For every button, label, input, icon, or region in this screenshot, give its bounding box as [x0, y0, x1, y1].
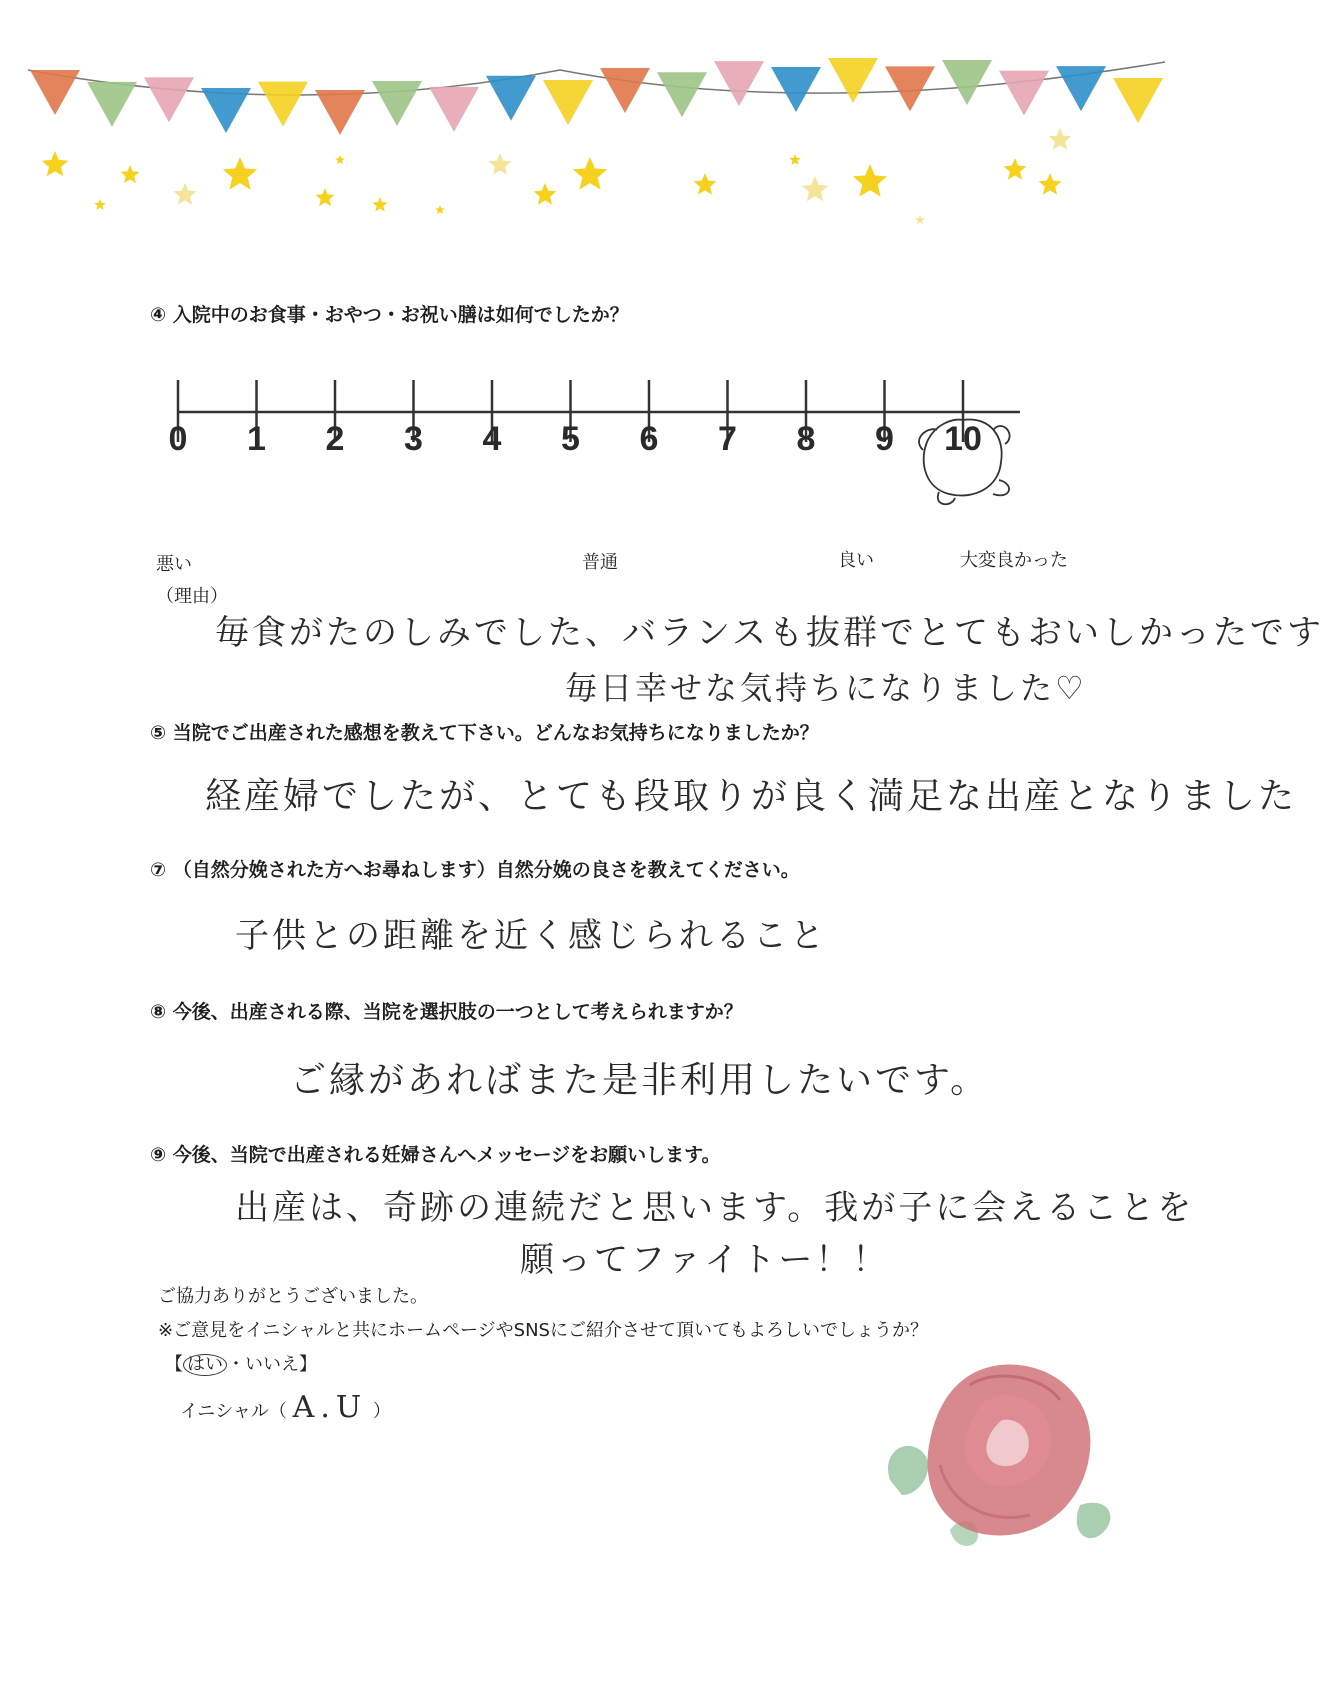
- star-icon: [121, 165, 140, 183]
- scale-number-2: 2: [325, 420, 345, 458]
- scale-number-5: 5: [561, 420, 580, 458]
- bunting-flag: [771, 67, 821, 112]
- bunting-flag: [885, 66, 935, 111]
- scale-number-7: 7: [718, 420, 737, 458]
- star-icon: [372, 197, 387, 212]
- consent-choice: [165, 1350, 317, 1376]
- scale-number-8: 8: [796, 420, 816, 458]
- bunting-flag: [372, 81, 422, 126]
- bunting-flag: [87, 82, 137, 127]
- star-icon: [534, 183, 557, 205]
- bunting-flag: [600, 68, 650, 113]
- label-bad: 悪い: [156, 554, 192, 575]
- star-icon: [789, 154, 800, 165]
- rating-scale: [150, 370, 1050, 530]
- q8-answer: ご縁があればまた是非利用したいです。: [290, 1060, 990, 1101]
- star-icon: [335, 155, 345, 164]
- q5-answer: 経産婦でしたが、とても段取りが良く満足な出産となりました: [205, 776, 1298, 817]
- scale-number-4: 4: [482, 420, 502, 458]
- bunting-flag: [315, 90, 365, 135]
- star-icon: [1004, 158, 1027, 180]
- bunting-flag: [942, 60, 992, 105]
- star-icon: [853, 164, 887, 197]
- star-icon: [489, 153, 512, 175]
- scale-number-1: 1: [247, 420, 266, 458]
- rose-illustration: [880, 1355, 1120, 1565]
- stars-decoration: [42, 128, 1072, 224]
- bracket-close: 】: [299, 1354, 317, 1375]
- q9-answer-line-2: 願ってファイトー！！: [520, 1240, 890, 1280]
- initial-label: イニシャル（: [180, 1401, 287, 1422]
- bunting-flag: [1113, 78, 1163, 123]
- star-icon: [435, 205, 445, 214]
- bracket-open: 【: [165, 1354, 183, 1375]
- question-5-title: ⑤ 当院でご出産された感想を教えて下さい。どんなお気持ちになりましたか？: [150, 722, 819, 744]
- scale-number-9: 9: [875, 420, 894, 458]
- leaf-left-icon: [888, 1446, 928, 1495]
- bunting-flags: [30, 58, 1163, 135]
- star-icon: [1039, 173, 1062, 195]
- star-icon: [316, 188, 335, 206]
- bunting-flag: [258, 82, 308, 127]
- label-normal: 普通: [582, 552, 618, 573]
- star-icon: [694, 173, 717, 195]
- star-icon: [42, 151, 69, 176]
- bunting-flag: [828, 58, 878, 103]
- star-icon: [1049, 128, 1072, 150]
- label-very-good: 大変良かった: [960, 550, 1068, 571]
- bunting-flag: [486, 76, 536, 121]
- bunting-flag: [30, 70, 80, 115]
- bunting-flag: [429, 87, 479, 132]
- initial-close: ）: [372, 1401, 391, 1422]
- reason-label: （理由）: [156, 586, 228, 607]
- bunting-flag: [144, 77, 194, 122]
- question-8-title: ⑧ 今後、出産される際、当院を選択肢の一つとして考えられますか？: [150, 1001, 743, 1023]
- q4-answer-line-2: 毎日幸せな気持ちになりました♡: [565, 669, 1087, 707]
- question-7-title: ⑦ （自然分娩された方へお尋ねします）自然分娩の良さを教えてください。: [150, 859, 800, 881]
- initial-value: A.U: [292, 1390, 368, 1425]
- scale-number-0: 0: [168, 420, 188, 458]
- bunting-flag: [714, 61, 764, 106]
- scale-number-10: 10: [944, 420, 982, 458]
- initial-row: [180, 1390, 391, 1425]
- star-icon: [573, 157, 607, 190]
- thanks-text: ご協力ありがとうございました。: [158, 1286, 428, 1307]
- star-icon: [223, 157, 257, 190]
- star-icon: [174, 183, 197, 205]
- bunting-banner: [0, 0, 1190, 260]
- bunting-flag: [543, 80, 593, 125]
- bunting-flag: [999, 71, 1049, 116]
- bunting-flag: [657, 72, 707, 117]
- consent-separator: ・: [227, 1354, 245, 1375]
- q4-answer-line-1: 毎食がたのしみでした、バランスも抜群でとてもおいしかったです: [215, 613, 1324, 653]
- q7-answer: 子供との距離を近く感じられること: [235, 916, 827, 956]
- leaf-right-icon: [1077, 1503, 1111, 1538]
- star-icon: [915, 215, 925, 224]
- scale-number-3: 3: [404, 420, 423, 458]
- consent-question: ※ご意見をイニシャルと共にホームページやSNSにご紹介させて頂いてもよろしいでしょうか？: [158, 1320, 928, 1341]
- star-icon: [94, 199, 105, 210]
- bunting-flag: [1056, 66, 1106, 111]
- q9-answer-line-1: 出産は、奇跡の連続だと思います。我が子に会えることを: [235, 1188, 1195, 1228]
- question-4-title: ④ 入院中のお食事・おやつ・お祝い膳は如何でしたか？: [150, 304, 629, 326]
- question-9-title: ⑨ 今後、当院で出産される妊婦さんへメッセージをお願いします。: [150, 1144, 721, 1166]
- bunting-flag: [201, 88, 251, 133]
- scale-number-6: 6: [639, 420, 659, 458]
- star-icon: [802, 176, 829, 201]
- label-good: 良い: [838, 550, 874, 571]
- consent-yes-circled: はい: [183, 1354, 227, 1376]
- consent-no: いいえ: [245, 1354, 299, 1375]
- bunting-string: [28, 62, 1165, 95]
